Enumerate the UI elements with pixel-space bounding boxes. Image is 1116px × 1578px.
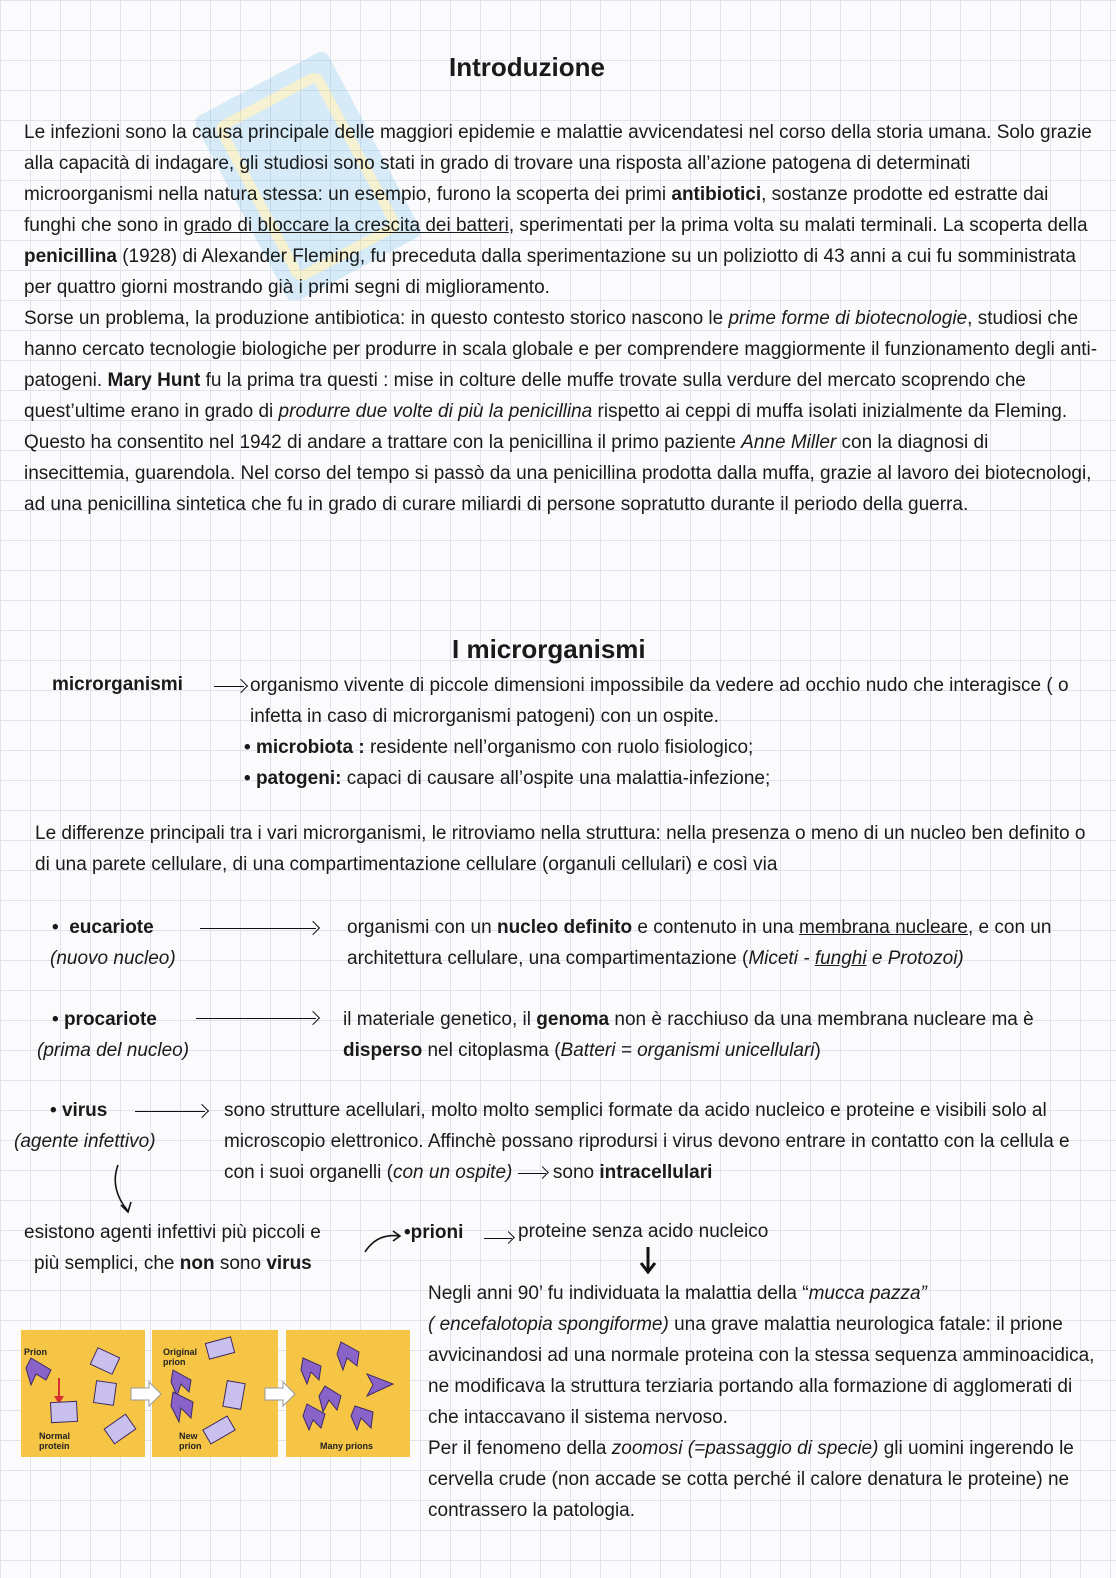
prion-intro: esistono agenti infettivi più piccoli e più semplici, che non sono virus (24, 1222, 321, 1274)
normal-protein (94, 1381, 117, 1406)
micro-bullet-microbiota: • microbiota : residente nell’organismo con ruolo fisiologico; (244, 737, 754, 758)
pro-term: • procariote (52, 1009, 157, 1030)
arrow-icon (214, 686, 244, 687)
mucca-paragraph: Negli anni 90’ fu individuata la malattia della “mucca pazza” ( encefalotopia spongiforme) una grave malattia neurologica fatale: il prione avvicinandosi ad una normale proteina con la stessa sequenza amminoacidica, ne modificava la struttura terziaria portando alla formazione di agglomerati di che intaccavano il sistema nervoso. Per il fenomeno della zoomosi (=passaggio di specie) gli uomini ingerendo le cervella crude (non accade se cotta perché il calore denatura le proteine) ne contrassero la patologia. (428, 1283, 1095, 1521)
normal-protein (205, 1337, 234, 1359)
prion-shape (367, 1374, 393, 1396)
section-title: I microrganismi (452, 634, 646, 664)
euc-definition: organismi con un nucleo definito e contenuto in una membrana nucleare, e con un architettura cellulare, una compartimentazione (Miceti - funghi e Protozoi) (347, 917, 1052, 969)
intro-paragraph: Le infezioni sono la causa principale delle maggiori epidemie e malattie avvicendatesi nel corso della storia umana. Solo grazie alla capacità di indagare, gli studiosi sono stati in grado di trovare una risposta all’azione patogena di determinati microorganismi nella natura stessa: un esempio, furono la scoperta dei primi antibiotici, sostanze prodotte ed estratte dai funghi che sono in grado di bloccare la crescita dei batteri, sperimentati per la prima volta su malati terminali. La scoperta della penicillina (1928) di Alexander Fleming, fu preceduta dalla sperimentazione su un poliziotto di 43 anni a cui fu somministrata per quattro giorni mostrando già i primi segni di miglioramento. Sorse un problema, la produzione antibiotica: in questo contesto storico nascono le prime forme di biotecnologie, studiosi che hanno cercato tecnologie biologiche per produrre in scala globale e per comprendere maggiormente il funzionamento degli anti-patogeni. Mary Hunt fu la prima tra questi : mise in colture delle muffe trovate sulla verdure del mercato scoprendo che quest’ultime erano in grado di produrre due volte di più la penicillina rispetto ai ceppi di muffa isolati inizialmente da Fleming. Questo ha consentito nel 1942 di andare a trattare con la penicillina il primo paziente Anne Miller con la diagnosi di insecittemia, guarendola. Nel corso del tempo si passò da una penicillina prodotta dalla muffa, grazie al lavoro dei biotecnologi, ad una penicillina sintetica che fu in grado di curare miliardi di persone sopratutto durante il periodo della guerra. (24, 122, 1098, 515)
label-many-prions: Many prions (320, 1441, 374, 1451)
micro-term: microrganismi (52, 674, 183, 695)
prion-diagram (21, 1330, 411, 1457)
euc-sub: (nuovo nucleo) (50, 948, 176, 969)
pro-definition: il materiale genetico, il genoma non è racchiuso da una membrana nucleare ma è disperso nel citoplasma (Batteri = organismi unicellulari) (343, 1009, 1034, 1061)
normal-protein (50, 1401, 77, 1422)
arrow-icon (484, 1233, 514, 1243)
prioni-definition: proteine senza acido nucleico (518, 1221, 769, 1242)
micro-bullet-patogeni: • patogeni: capaci di causare all’ospite una malattia-infezione; (244, 768, 771, 789)
step-arrow (131, 1382, 161, 1406)
normal-protein (203, 1416, 235, 1444)
prion-shape (351, 1406, 373, 1430)
prion-shape (171, 1392, 193, 1422)
arrow-icon (518, 1168, 548, 1178)
pro-sub: (prima del nucleo) (37, 1040, 190, 1061)
label-prion: Prion (24, 1347, 48, 1357)
prion-shape (26, 1358, 51, 1385)
label-new-prion: prion (179, 1441, 202, 1451)
differences-paragraph: Le differenze principali tra i vari microrganismi, le ritroviamo nella struttura: nella presenza o meno di un nucleo ben definito o di una parete cellulare, di una compartimentazione cellulare (organuli cellulari) e così via (35, 823, 1086, 875)
prion-shape (337, 1342, 359, 1370)
curved-arrow-icon (108, 1163, 148, 1215)
prion-shape (319, 1386, 341, 1412)
label-normal: Normal (39, 1431, 71, 1441)
euc-term: • eucariote (52, 917, 154, 938)
label-protein: protein (39, 1441, 70, 1451)
normal-protein (223, 1381, 245, 1410)
step-arrow (265, 1382, 295, 1406)
down-arrow-icon (639, 1246, 657, 1274)
label-new: New (179, 1431, 198, 1441)
page-title: Introduzione (449, 52, 605, 82)
arrow-icon (200, 928, 316, 929)
normal-protein (104, 1414, 136, 1444)
normal-protein (90, 1348, 119, 1374)
vir-definition: sono strutture acellulari, molto molto semplici formate da acido nucleico e proteine e visibili solo al microscopio elettronico. Affinchè possano riprodursi i virus devono entrare in contatto con la cellula e con i suoi organelli (con un ospite) sono intracellulari (224, 1100, 1070, 1183)
label-original-prion: prion (163, 1357, 186, 1367)
curved-arrow-icon (362, 1228, 404, 1256)
vir-term: • virus (50, 1100, 108, 1121)
prioni-term: •prioni (404, 1222, 464, 1243)
arrow-icon (196, 1018, 316, 1019)
micro-definition: organismo vivente di piccole dimensioni impossibile da vedere ad occhio nudo che interagisce ( o infetta in caso di microrganismi patogeni) con un ospite. (250, 675, 1069, 727)
vir-sub: (agente infettivo) (14, 1131, 156, 1152)
prion-shape (301, 1358, 321, 1384)
label-original: Original (163, 1347, 198, 1357)
arrow-icon (135, 1111, 205, 1112)
